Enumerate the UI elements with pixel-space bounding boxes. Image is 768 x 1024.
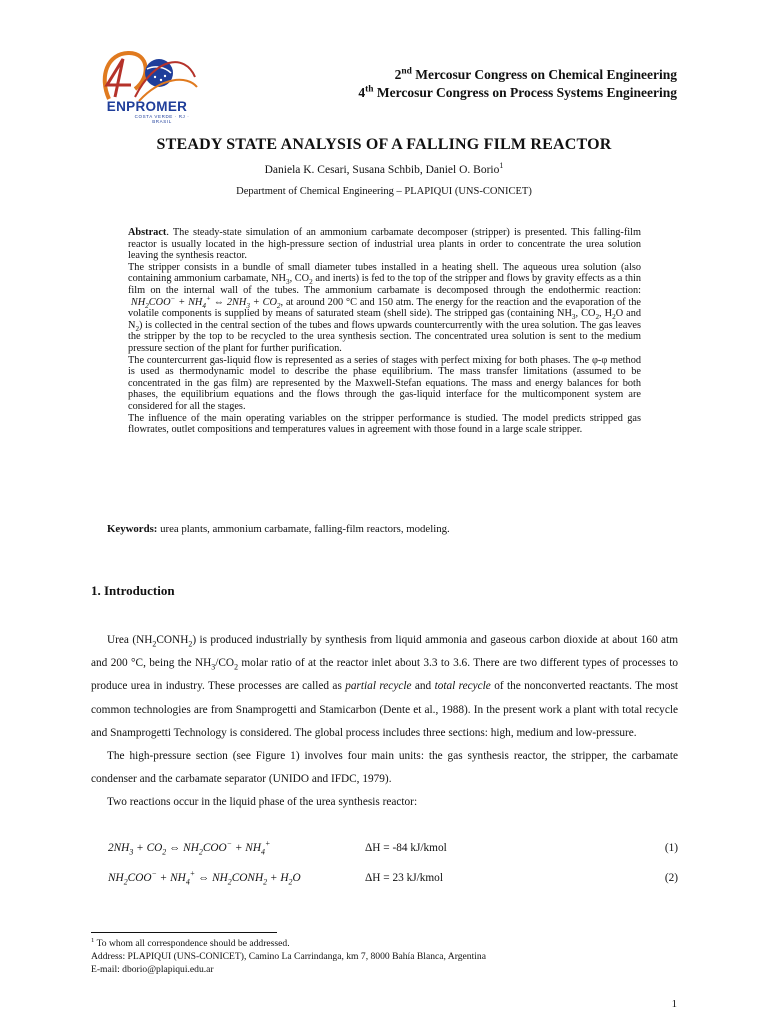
keywords: Keywords: urea plants, ammonium carbamate, falling-film reactors, modeling. <box>107 523 450 535</box>
abstract-paragraph: The stripper consists in a bundle of small diameter tubes installed in a heating shell. The aqueous urea solution (also containing ammonium carbamate, $NH_3$, $CO_2$ and inerts) is fed to the top of the stripper and flows by gravity effects as a thin film on the internal wall of the tubes. The ammonium carbamate is decomposed through the endothermic reaction: $NH_2COO^- + NH_4^+$ ⇔ $2NH_3 + CO_2$, at around 200 °C and 150 atm. The energy for the reaction and the evaporation of the volatile components is supplied by means of saturated steam (shell side). The stripped gas (containing $NH_3$, $CO_2$, $H_2O$ and $N_2$) is collected in the central section of the tubes and flows upwards countercurrently with the urea solution. The gas leaves the stripper by the top to be recycled to the urea synthesis section. The concentrated urea solution is sent to the medium pressure section of the plant for further purification. <box>128 261 642 354</box>
enthalpy-value: ΔH = -84 kJ/kmol <box>365 842 447 854</box>
equation-number: (1) <box>664 842 678 854</box>
footnote-address: Address: PLAPIQUI (UNS-CONICET), Camino La Carrindanga, km 7, 8000 Bahía Blanca, Argentina <box>91 950 486 962</box>
footnote <box>91 938 486 976</box>
footnote-email: E-mail: dborio@plapiqui.edu.ar <box>91 963 214 975</box>
affiliation: Department of Chemical Engineering – PLAPIQUI (UNS-CONICET) <box>236 186 532 197</box>
conference-line-1: 2nd Mercosur Congress on Chemical Engineering <box>394 66 677 82</box>
footnote-line: $^1$ To whom all correspondence should be addressed. <box>91 936 290 949</box>
logo-graphic <box>95 47 199 105</box>
equation-expression: $2NH_3 + CO_2$ ⇔ $NH_2COO^- + NH_4^+$ <box>108 839 271 857</box>
abstract-label: Abstract <box>128 227 167 238</box>
body-paragraph: Urea $(NH_2CONH_2)$ is produced industrially by synthesis from liquid ammonia and gaseous carbon dioxide at about 160 atm and 200 °C, being the $NH_3/CO_2$ molar ratio of at the reactor inlet about 3.3 to 3.6. There are two different types of processes to produce urea in industry. These processes are called as partial recycle and total recycle of the nonconverted reactants. The most common technologies are from Snamprogetti and Stamicarbon (Dente et al., 1988). In the present work a plant with total recycle and Snamprogetti Technology is considered. The global process includes three sections: high, medium and low-pressure. <box>91 634 678 739</box>
inline-reaction-equation: $NH_2COO^- + NH_4^+$ ⇔ $2NH_3 + CO_2$ <box>128 294 281 310</box>
section-body <box>91 629 678 815</box>
equation-number: (2) <box>664 872 678 884</box>
abstract-paragraph: The influence of the main operating variables on the stripper performance is studied. The model predicts stripped gas flowrates, outlet compositions and temperatures values in agreement with those found in a large scale stripper. <box>128 412 641 436</box>
keywords-label: Keywords: <box>107 523 158 535</box>
paper-title: STEADY STATE ANALYSIS OF A FALLING FILM REACTOR <box>156 136 612 153</box>
abstract-paragraph: Abstract. The steady-state simulation of an ammonium carbamate decomposer (stripper) is presented. This falling-film reactor is usually located in the high-pressure section of industrial urea plants in order to concentrate the urea solution leaving the synthesis reactor. <box>128 227 641 262</box>
body-paragraph: Two reactions occur in the liquid phase of the urea synthesis reactor: <box>107 796 418 809</box>
equation-expression: $NH_2COO^- + NH_4^+$ ⇔ $NH_2CONH_2 + H_2O$ <box>108 869 301 887</box>
logo-subtext: COSTA VERDE · RJ · BRASIL <box>134 114 190 124</box>
enpromer-logo <box>95 47 199 124</box>
page-number: 1 <box>671 998 677 1010</box>
abstract <box>128 227 641 436</box>
conference-header <box>358 66 677 102</box>
body-paragraph: The high-pressure section (see Figure 1) involves four main units: the gas synthesis reactor, the stripper, the carbamate condenser and the carbamate separator (UNIDO and IFDC, 1979). <box>91 750 678 786</box>
conference-line-2: 4th Mercosur Congress on Process Systems Engineering <box>358 84 677 100</box>
logo-wordmark: ENPROMER <box>106 99 188 114</box>
enthalpy-value: ΔH = 23 kJ/kmol <box>365 872 443 884</box>
abstract-paragraph: The countercurrent gas-liquid flow is represented as a series of stages with perfect mixing for both phases. The φ-φ method is used as thermodynamic model to describe the phase equilibrium. The mass transfer limitations (assumed to be concentrated in the gas film) are represented by the Maxwell-Stefan equations. The mass and energy balances for both phases, the equilibrium equations and the flows through the gas-liquid interface for the multicomponent system are considered for all the stages. <box>128 354 641 412</box>
equation-2 <box>108 869 678 890</box>
author-list: Daniela K. Cesari, Susana Schbib, Daniel O. Borio$^1$ <box>264 161 504 176</box>
equation-1 <box>108 839 678 860</box>
footnote-divider <box>91 932 277 933</box>
section-heading: 1. Introduction <box>91 583 175 598</box>
